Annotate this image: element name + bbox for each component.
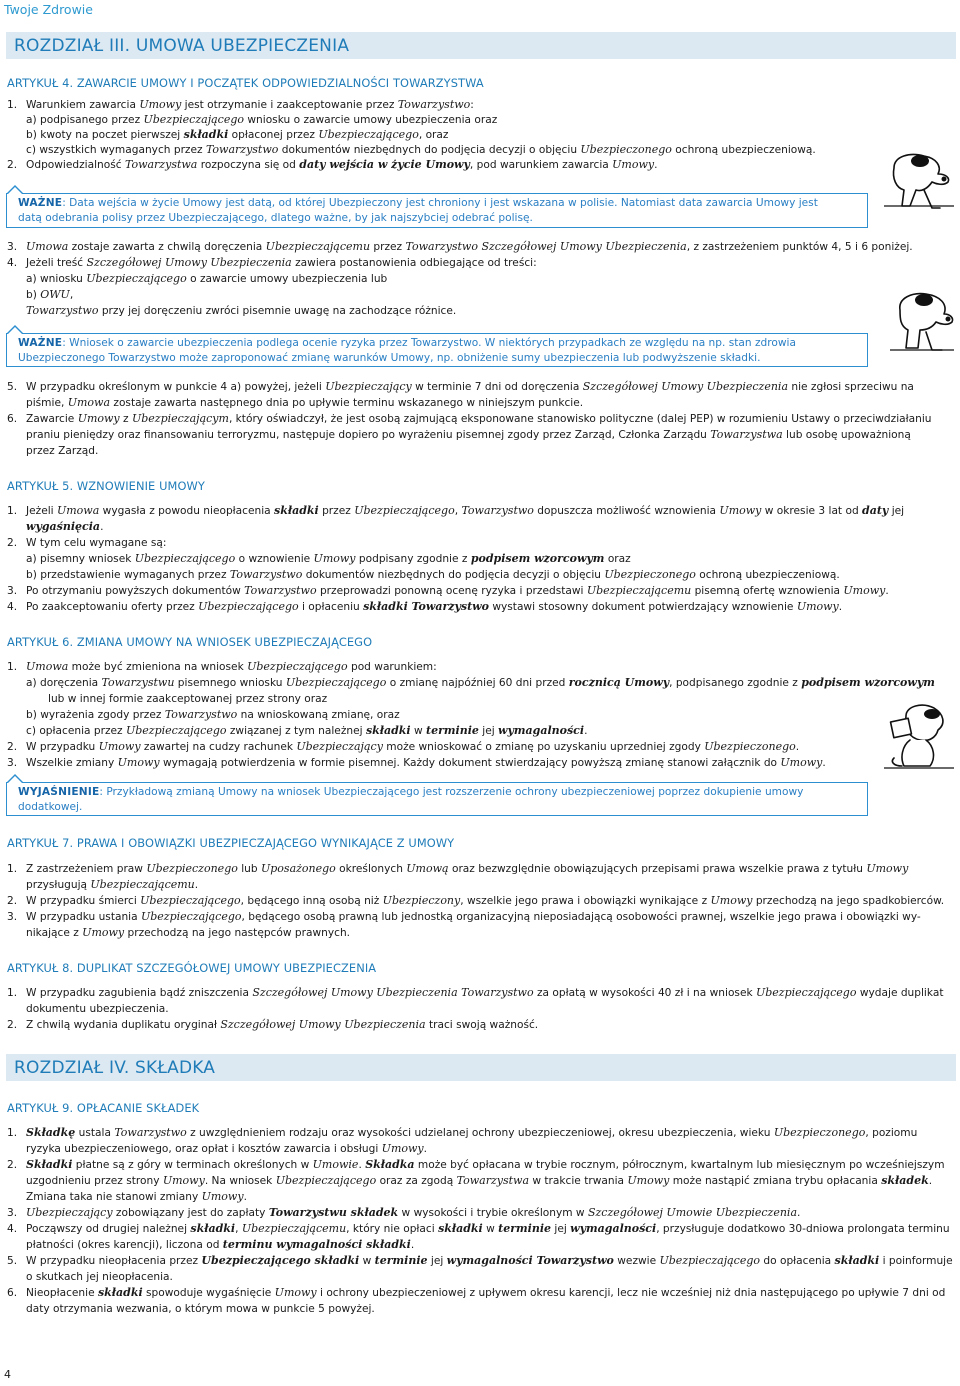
a7-p1b: przysługują Ubezpieczającemu.: [26, 878, 199, 891]
note-explanation: WYJAŚNIENIE: Przykładową zmianą Umowy na wniosek Ubezpieczającego jest rozszerzenie ochrony ubezpieczeniowej poprzez dokupienie umowy dodatkowej.: [6, 782, 868, 816]
a6-p1: 1. Umowa może być zmieniona na wniosek Ubezpieczającego pod warunkiem:: [7, 660, 437, 673]
article-4-title: ARTYKUŁ 4. ZAWARCIE UMOWY I POCZĄTEK ODPOWIEDZIALNOŚCI TOWARZYSTWA: [7, 76, 484, 90]
a4-p4c: Towarzystwo przy jej doręczeniu zwróci pisemnie uwagę na zachodzące różnice.: [26, 304, 457, 317]
a9-p4b: płatności (okres karencji), liczona od terminu wymagalności składki.: [26, 1238, 415, 1251]
brand-title: Twoje Zdrowie: [4, 2, 93, 17]
a5-p2b: b) przedstawienie wymaganych przez Towarzystwo dokumentów niezbędnych do podjęcia decyzji o objęciu Ubezpieczonego ochroną ubezpieczeniową.: [26, 568, 840, 581]
a9-p5b: o skutkach jej nieopłacenia.: [26, 1271, 173, 1283]
a9-p2: 2. Składki płatne są z góry w terminach określonych w Umowie. Składka może być opłacana w trybie rocznym, półrocznym, kwartalnym lub miesięcznym po wcześniejszym: [7, 1158, 945, 1171]
a4-p6b: praniu pieniędzy oraz finansowaniu terroryzmu, następuje dopiero po wyrażeniu pisemnej zgody przez Zarząd, Członka Zarządu Towarzystwa lub osobę upoważnioną: [26, 428, 911, 441]
a8-p2: 2. Z chwilą wydania duplikatu oryginał Szczegółowej Umowy Ubezpieczenia traci swoją ważność.: [7, 1018, 539, 1031]
chapter-3-banner: [6, 32, 956, 59]
snoopy-illustration: [886, 288, 958, 358]
a6-p2: 2. W przypadku Umowy zawartej na cudzy rachunek Ubezpieczający może wnioskować o zmianę po uzyskaniu uprzedniej zgody Ubezpieczonego.: [7, 740, 800, 753]
snoopy-illustration: [880, 702, 958, 774]
a4-p4a: a) wniosku Ubezpieczającego o zawarcie umowy ubezpieczenia lub: [26, 272, 388, 285]
a4-p6: 6. Zawarcie Umowy z Ubezpieczającym, który oświadczył, że jest osobą zajmującą eksponowane stanowisko polityczne (dalej PEP) w rozumieniu Ustawy o przeciwdziałaniu: [7, 412, 932, 425]
a9-p3: 3. Ubezpieczający zobowiązany jest do zapłaty Towarzystwu składek w wysokości i trybie określonym w Szczegółowej Umowie Ubezpieczenia.: [7, 1206, 801, 1219]
a6-p1a: a) doręczenia Towarzystwu pisemnego wniosku Ubezpieczającego o zmianę najpóźniej 60 dni przed rocznicą Umowy, podpisanego zgodnie z podpisem wzorcowym: [26, 676, 935, 689]
a7-p3: 3. W przypadku ustania Ubezpieczającego, będącego osobą prawną lub jednostką organizacyjną nieposiadającą osobowości prawnej, wszelkie jego prawa i obowiązki wy-: [7, 910, 921, 923]
a5-p2a: a) pisemny wniosek Ubezpieczającego o wznowienie Umowy podpisany zgodnie z podpisem wzorcowym oraz: [26, 552, 631, 565]
a4-p2: 2. Odpowiedzialność Towarzystwa rozpoczyna się od daty wejścia w życie Umowy, pod warunkiem zawarcia Umowy.: [7, 158, 658, 171]
chapter-4-banner: [6, 1054, 956, 1081]
a4-p1b: b) kwoty na poczet pierwszej składki opłaconej przez Ubezpieczającego, oraz: [26, 128, 449, 141]
a9-p2b: uzgodnieniu przez strony Umowy. Na wniosek Ubezpieczającego oraz za zgodą Towarzystwa w trakcie trwania Umowy może nastąpić zmiana trybu opłacania składek.: [26, 1174, 933, 1187]
a9-p1: 1. Składkę ustala Towarzystwo z uwzględnieniem rodzaju oraz wysokości udzielanej ochrony ubezpieczeniowej, okresu ubezpieczenia, wieku Ubezpieczonego, poziomu: [7, 1126, 918, 1139]
article-7-title: ARTYKUŁ 7. PRAWA I OBOWIĄZKI UBEZPIECZAJĄCEGO WYNIKAJĄCE Z UMOWY: [7, 836, 455, 850]
a4-p1c: c) wszystkich wymaganych przez Towarzystwo dokumentów niezbędnych do podjęcia decyzji o objęciu Ubezpieczonego ochroną ubezpieczeniową.: [26, 143, 816, 156]
note-important-2: WAŻNE: Wniosek o zawarcie ubezpieczenia podlega ocenie ryzyka przez Towarzystwo. W niektórych przypadkach ze względu na np. stan zdrowia Ubezpieczonego Towarzystwo może zaproponować zmianę warunków Umowy, np. obniżenie sumy ubezpieczenia lub podwyższenie składki.: [6, 333, 868, 367]
article-6-title: ARTYKUŁ 6. ZMIANA UMOWY NA WNIOSEK UBEZPIECZAJĄCEGO: [7, 635, 373, 649]
a7-p3b: nikające z Umowy przechodzą na jego następców prawnych.: [26, 926, 351, 939]
article-5-title: ARTYKUŁ 5. WZNOWIENIE UMOWY: [7, 479, 205, 493]
a9-p5: 5. W przypadku nieopłacenia przez Ubezpieczającego składki w terminie jej wymagalności Towarzystwo wezwie Ubezpieczającego do opłacenia składki i poinformuje: [7, 1254, 953, 1267]
a4-p5: 5. W przypadku określonym w punkcie 4 a) powyżej, jeżeli Ubezpieczający w terminie 7 dni od doręczenia Szczegółowej Umowy Ubezpieczenia nie zgłosi sprzeciwu na: [7, 380, 914, 393]
a7-p1: 1. Z zastrzeżeniem praw Ubezpieczonego lub Uposażonego określonych Umową oraz bezwzględnie obowiązujących przepisami prawa wszelkie prawa z tytułu Umowy: [7, 862, 909, 875]
a6-p1c: c) opłacenia przez Ubezpieczającego związanej z tym należnej składki w terminie jej wymagalności.: [26, 724, 588, 737]
a4-p1a: a) podpisanego przez Ubezpieczającego wniosku o zawarcie umowy ubezpieczenia oraz: [26, 113, 498, 126]
a9-p6b: daty otrzymania wezwania, o którym mowa w punkcie 5 powyżej.: [26, 1303, 375, 1315]
a9-p6: 6. Nieopłacenie składki spowoduje wygaśnięcie Umowy i ochrony ubezpieczeniowej z upływem okresu karencji, lecz nie wcześniej niż dnia następującego po upływie 7 dni od: [7, 1286, 946, 1299]
a9-p1b: ryzyka ubezpieczeniowego, oraz opłat i kosztów zawarcia i obsługi Umowy.: [26, 1142, 428, 1155]
article-9-title: ARTYKUŁ 9. OPŁACANIE SKŁADEK: [7, 1101, 200, 1115]
chapter-4-title: ROZDZIAŁ IV. SKŁADKA: [14, 1058, 216, 1078]
a4-p3: 3. Umowa zostaje zawarta z chwilą doręczenia Ubezpieczającemu przez Towarzystwo Szczegółowej Umowy Ubezpieczenia, z zastrzeżeniem punktów 4, 5 i 6 poniżej.: [7, 240, 913, 253]
note-important-1: WAŻNE: Data wejścia w życie Umowy jest datą, od której Ubezpieczony jest chroniony i jest wskazana w polisie. Natomiast data zawarcia Umowy jest datą odebrania polisy przez Ubezpieczającego, dlatego ważne, by jak najszybciej odebrać polisę.: [6, 193, 868, 228]
chapter-3-title: ROZDZIAŁ III. UMOWA UBEZPIECZENIA: [14, 36, 350, 56]
a9-p4: 4. Począwszy od drugiej należnej składki, Ubezpieczającemu, który nie opłaci składki w terminie jej wymagalności, przysługuje dodatkowo 30-dniowa prolongata terminu: [7, 1222, 950, 1235]
snoopy-illustration: [880, 148, 958, 214]
a5-p1b: wygaśnięcia.: [26, 520, 104, 533]
a5-p1: 1. Jeżeli Umowa wygasła z powodu nieopłacenia składki przez Ubezpieczającego, Towarzystwo dopuszcza możliwość wznowienia Umowy w okresie 3 lat od daty jej: [7, 504, 905, 517]
a4-p5b: piśmie, Umowa zostaje zawarta następnego dnia po upływie terminu wskazanego w niniejszym punkcie.: [26, 396, 584, 409]
a8-p1: 1. W przypadku zagubienia bądź zniszczenia Szczegółowej Umowy Ubezpieczenia Towarzystwo za opłatą w wysokości 40 zł i na wniosek Ubezpieczającego wydaje duplikat: [7, 986, 944, 999]
a7-p2: 2. W przypadku śmierci Ubezpieczającego, będącego inną osobą niż Ubezpieczony, wszelkie jego prawa i obowiązki wynikające z Umowy przechodzą na jego spadkobierców.: [7, 894, 945, 907]
a6-p3: 3. Wszelkie zmiany Umowy wymagają potwierdzenia w formie pisemnej. Każdy dokument stwierdzający powyższą zmianę stanowi załącznik do Umowy.: [7, 756, 826, 769]
article-8-title: ARTYKUŁ 8. DUPLIKAT SZCZEGÓŁOWEJ UMOWY UBEZPIECZENIA: [7, 961, 377, 975]
a4-p1: 1. Warunkiem zawarcia Umowy jest otrzymanie i zaakceptowanie przez Towarzystwo:: [7, 98, 474, 111]
a4-p4b: b) OWU,: [26, 288, 74, 301]
a8-p1b: dokumentu ubezpieczenia.: [26, 1003, 169, 1015]
a5-p2: 2. W tym celu wymagane są:: [7, 537, 167, 549]
a9-p2c: Zmiana taka nie stanowi zmiany Umowy.: [26, 1190, 247, 1203]
a6-p1a2: lub w innej formie zaakceptowanej przez strony oraz: [48, 693, 328, 705]
a5-p4: 4. Po zaakceptowaniu oferty przez Ubezpieczającego i opłaceniu składki Towarzystwo wystawi stosowny dokument potwierdzający wznowienie Umowy.: [7, 600, 843, 613]
a6-p1b: b) wyrażenia zgody przez Towarzystwo na wnioskowaną zmianę, oraz: [26, 708, 400, 721]
a4-p4: 4. Jeżeli treść Szczegółowej Umowy Ubezpieczenia zawiera postanowienia odbiegające od treści:: [7, 256, 537, 269]
page-number: 4: [4, 1368, 11, 1381]
a5-p3: 3. Po otrzymaniu powyższych dokumentów Towarzystwo przeprowadzi ponowną ocenę ryzyka i przedstawi Ubezpieczającemu pisemną ofertę wznowienia Umowy.: [7, 584, 889, 597]
a4-p6c: przez Zarząd.: [26, 445, 99, 457]
